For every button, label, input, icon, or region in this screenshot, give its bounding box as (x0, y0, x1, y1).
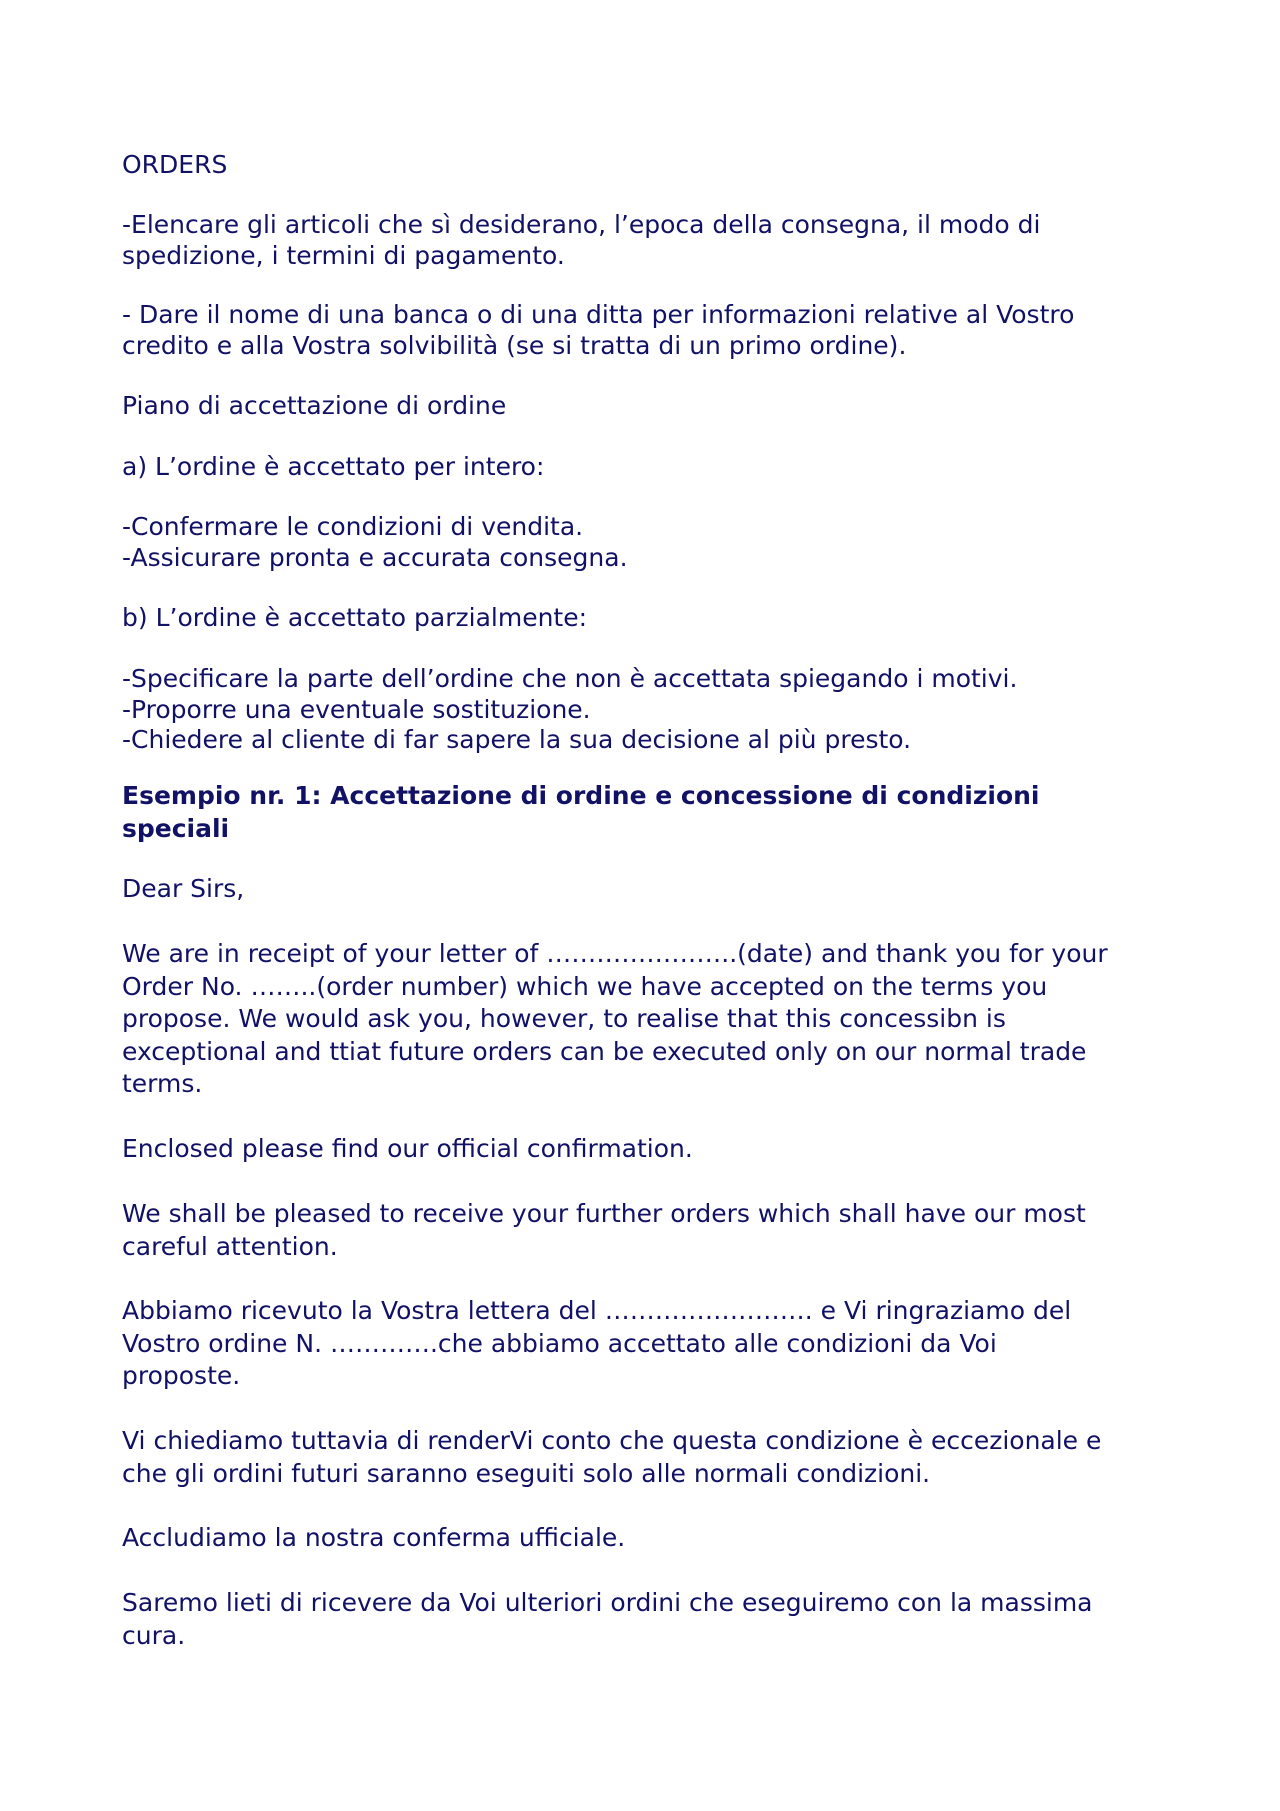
text-line: Saremo lieti di ricevere da Voi ulteriori ordini che eseguiremo con la massima (122, 1588, 1093, 1617)
text-line: We shall be pleased to receive your further orders which shall have our most (122, 1199, 1086, 1228)
list-item: -Proporre una eventuale sostituzione. (122, 694, 591, 724)
text-line: Vi chiediamo tuttavia di renderVi conto che questa condizione è eccezionale e (122, 1426, 1102, 1455)
case-a-list (122, 512, 628, 573)
text-line: -Elencare gli articoli che sì desiderano, l’epoca della consegna, il modo di (122, 210, 1041, 239)
letter-en-paragraph-3 (122, 1198, 1086, 1263)
text-line: proposte. (122, 1361, 241, 1390)
text-line: Accludiamo la nostra conferma ufficiale. (122, 1523, 626, 1552)
text-line: Piano di accettazione di ordine (122, 391, 507, 420)
list-item: -Specificare la parte dell’ordine che non è accettata spiegando i motivi. (122, 664, 1018, 693)
text-line: Vostro ordine N. ………….che abbiamo accettato alle condizioni da Voi (122, 1328, 997, 1358)
text-line: Order No. ……..(order number) which we have accepted on the terms you (122, 971, 1048, 1001)
text-line: We are in receipt of your letter of …………………..(date) and thank you for your (122, 939, 1108, 968)
letter-it-paragraph-4 (122, 1587, 1093, 1652)
doc-heading (122, 150, 227, 181)
text-line: Esempio nr. 1: Accettazione di ordine e concessione di condizioni (122, 781, 1040, 810)
text-line: cura. (122, 1620, 186, 1650)
text-line: propose. We would ask you, however, to realise that this concessibn is (122, 1004, 1006, 1033)
text-line: spedizione, i termini di pagamento. (122, 240, 565, 270)
letter-it-paragraph-2 (122, 1425, 1101, 1490)
example-title (122, 780, 1040, 845)
text-line: careful attention. (122, 1231, 338, 1261)
instruction-list-item (122, 210, 1040, 271)
case-b-list (122, 664, 1017, 756)
text-line: Enclosed please find our official confirmation. (122, 1134, 693, 1163)
letter-it-paragraph-3 (122, 1522, 625, 1555)
letter-it-paragraph-1 (122, 1295, 1071, 1393)
letter-en-paragraph-2 (122, 1133, 693, 1166)
list-item: -Assicurare pronta e accurata consegna. (122, 542, 628, 572)
heading-text: ORDERS (122, 150, 228, 179)
text-line: Abbiamo ricevuto la Vostra lettera del ……………………. e Vi ringraziamo del (122, 1296, 1072, 1325)
letter-en-paragraph-1 (122, 938, 1108, 1101)
case-b-title (122, 603, 587, 634)
text-line: terms. (122, 1069, 203, 1098)
list-item: -Chiedere al cliente di far sapere la sua decisione al più presto. (122, 725, 912, 754)
section-title (122, 391, 506, 422)
text-line: a) L’ordine è accettato per intero: (122, 452, 545, 481)
text-line: - Dare il nome di una banca o di una ditta per informazioni relative al Vostro (122, 300, 1075, 329)
text-line: che gli ordini futuri saranno eseguiti solo alle normali condizioni. (122, 1458, 931, 1488)
text-line: b) L’ordine è accettato parzialmente: (122, 603, 588, 632)
text-line: exceptional and ttiat future orders can be executed only on our normal trade (122, 1036, 1087, 1066)
instruction-list-item (122, 300, 1074, 361)
case-a-title (122, 452, 544, 483)
list-item: -Confermare le condizioni di vendita. (122, 512, 584, 541)
text-line: credito e alla Vostra solvibilità (se si tratta di un primo ordine). (122, 330, 907, 360)
text-line: speciali (122, 813, 230, 843)
letter-salutation (122, 873, 244, 906)
text-line: Dear Sirs, (122, 874, 245, 903)
